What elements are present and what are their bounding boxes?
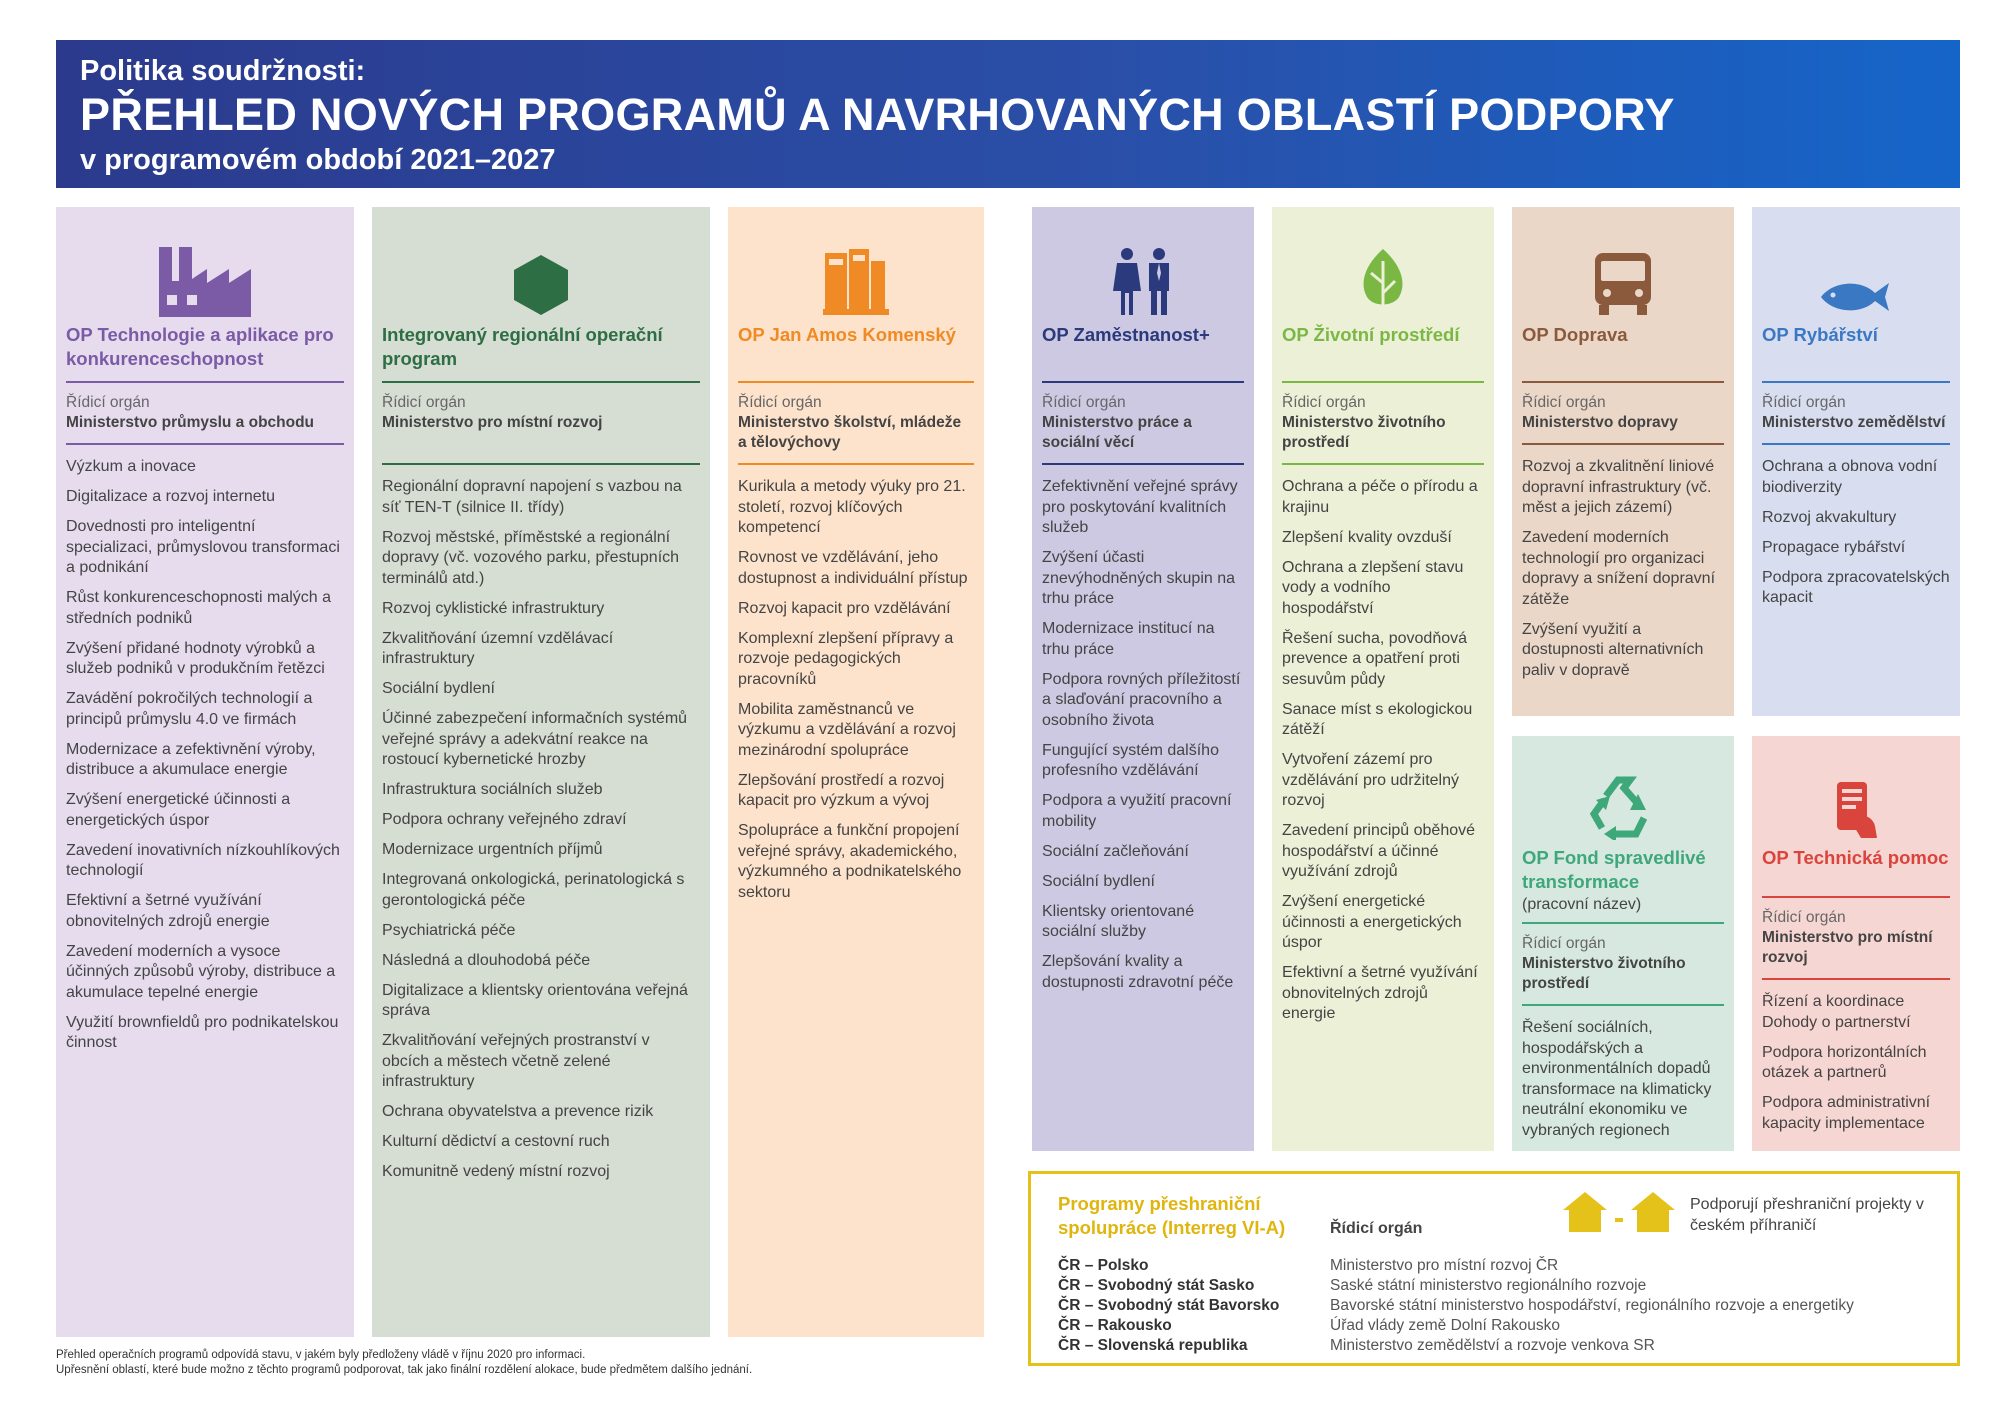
divider xyxy=(738,463,974,465)
support-areas-list xyxy=(1282,477,1484,1025)
divider xyxy=(1042,463,1244,465)
interreg-country: ČR – Rakousko xyxy=(1058,1317,1172,1334)
support-area-item: Rozvoj kapacit pro vzdělávání xyxy=(738,599,951,617)
program-oprybar xyxy=(1752,207,1960,716)
leaf-icon xyxy=(1282,221,1484,317)
support-area-item: Zavádění pokročilých technologií a principů průmyslu 4.0 ve firmách xyxy=(66,690,313,728)
support-area-item: Vytvoření zázemí pro vzdělávání pro udržitelný rozvoj xyxy=(1282,751,1459,809)
support-area-item: Rovnost ve vzdělávání, jeho dostupnost a individuální přístup xyxy=(738,549,968,587)
support-area-item: Růst konkurenceschopnosti malých a středních podniků xyxy=(66,589,332,627)
org-label: Řídicí orgán xyxy=(66,394,150,411)
divider xyxy=(1522,922,1724,924)
org-label: Řídicí orgán xyxy=(1522,935,1606,952)
divider xyxy=(738,381,974,383)
support-areas-list xyxy=(738,477,974,903)
support-area-item: Zkvalitňování územní vzdělávací infrastruktury xyxy=(382,629,614,667)
support-area-item: Rozvoj městské, příměstské a regionální dopravy (vč. vozového parku, přestupních terminálů atd.) xyxy=(382,528,680,587)
interreg-org-header: Řídicí orgán xyxy=(1330,1220,1423,1237)
interreg-authority: Ministerstvo pro místní rozvoj ČR xyxy=(1330,1257,1559,1274)
divider xyxy=(66,443,344,445)
managing-authority: Ministerstvo dopravy xyxy=(1522,414,1678,431)
program-opz xyxy=(1032,207,1254,1151)
support-areas-list xyxy=(382,477,700,1183)
support-area-item: Zvýšení přidané hodnoty výrobků a služeb podniků v produkčním řetězci xyxy=(66,639,325,677)
interreg-authority: Bavorské státní ministerstvo hospodářství, regionálního rozvoje a energetiky xyxy=(1330,1297,1854,1314)
managing-authority: Ministerstvo pro místní rozvoj xyxy=(1762,929,1933,966)
support-area-item: Klientsky orientované sociální služby xyxy=(1042,902,1195,940)
interreg-note: Podporují přeshraniční projekty v českém příhraničí xyxy=(1690,1196,1924,1234)
program-title: OP Technologie a aplikace pro konkurenceschopnost xyxy=(66,324,334,369)
program-title: OP Fond spravedlivé transformace xyxy=(1522,847,1706,892)
divider xyxy=(1282,463,1484,465)
support-area-item: Zefektivnění veřejné správy pro poskytování kvalitních služeb xyxy=(1042,478,1238,536)
support-area-item: Ochrana obyvatelstva a prevence rizik xyxy=(382,1103,654,1120)
support-area-item: Zavedení moderních a vysoce účinných způsobů výroby, distribuce a akumulace tepelné energie xyxy=(66,942,336,1001)
support-area-item: Zvýšení využití a dostupnosti alternativních paliv v dopravě xyxy=(1522,620,1704,679)
interreg-row xyxy=(1058,1296,1854,1316)
managing-authority: Ministerstvo životního prostředí xyxy=(1522,955,1686,992)
support-area-item: Zkvalitňování veřejných prostranství v obcích a městech včetně zelené infrastruktury xyxy=(382,1032,650,1090)
footnote-line: Upřesnění oblastí, které bude možno z těchto programů podporovat, tak jako finální rozdělení alokace, bude předmětem dalšího jednání. xyxy=(56,1364,753,1376)
divider xyxy=(1762,443,1950,445)
support-area-item: Infrastruktura sociálních služeb xyxy=(382,781,603,798)
interreg-row xyxy=(1058,1336,1854,1356)
support-area-item: Zavedení principů oběhové hospodářství a účinné využívání zdrojů xyxy=(1282,822,1476,880)
support-area-item: Podpora horizontálních otázek a partnerů xyxy=(1762,1043,1927,1081)
support-area-item: Podpora administrativní kapacity implementace xyxy=(1762,1094,1931,1132)
support-area-item: Regionální dopravní napojení s vazbou na síť TEN-T (silnice II. třídy) xyxy=(382,478,682,516)
support-area-item: Spolupráce a funkční propojení veřejné správy, akademického, výzkumného a podnikatelského sektoru xyxy=(738,822,962,901)
interreg-country: ČR – Svobodný stát Bavorsko xyxy=(1058,1297,1280,1314)
divider xyxy=(1522,381,1724,383)
tablet-hand-icon xyxy=(1762,750,1950,840)
support-area-item: Zlepšování prostředí a rozvoj kapacit pro výzkum a vývoj xyxy=(738,771,945,809)
org-label: Řídicí orgán xyxy=(1522,394,1606,411)
support-area-item: Využití brownfieldů pro podnikatelskou činnost xyxy=(66,1013,339,1051)
interreg-row xyxy=(1058,1316,1854,1336)
support-area-item: Psychiatrická péče xyxy=(382,921,516,939)
support-area-item: Zlepšování kvality a dostupnosti zdravotní péče xyxy=(1042,953,1234,991)
interreg-country: ČR – Slovenská republika xyxy=(1058,1337,1248,1354)
support-area-item: Ochrana a zlepšení stavu vody a vodního hospodářství xyxy=(1282,558,1464,617)
divider xyxy=(1762,381,1950,383)
support-area-item: Rozvoj cyklistické infrastruktury xyxy=(382,599,605,617)
interreg-box xyxy=(1028,1171,1960,1366)
managing-authority: Ministerstvo práce a sociální věcí xyxy=(1042,414,1192,451)
interreg-authority: Úřad vlády země Dolní Rakousko xyxy=(1330,1317,1561,1334)
program-title: OP Technická pomoc xyxy=(1762,847,1949,868)
support-area-item: Dovednosti pro inteligentní specializaci, průmyslovou transformaci a podnikání xyxy=(66,518,340,576)
hexagon-icon xyxy=(382,221,700,317)
support-area-item: Sanace míst s ekologickou zátěží xyxy=(1282,700,1473,738)
program-oppik xyxy=(56,207,354,1337)
divider xyxy=(66,381,344,383)
program-subtitle: (pracovní název) xyxy=(1522,896,1642,913)
bus-icon xyxy=(1522,221,1724,317)
support-area-item: Zlepšení kvality ovzduší xyxy=(1282,528,1452,546)
interreg-row xyxy=(1058,1276,1854,1296)
fish-icon xyxy=(1762,221,1950,317)
support-area-item: Účinné zabezpečení informačních systémů veřejné správy a adekvátní reakce na rostoucí kybernetické hrozby xyxy=(382,710,688,768)
program-opjak xyxy=(728,207,984,1337)
support-area-item: Sociální bydlení xyxy=(382,680,495,697)
support-area-item: Digitalizace a rozvoj internetu xyxy=(66,488,275,505)
divider xyxy=(1762,978,1950,980)
interreg-row xyxy=(1058,1256,1854,1276)
books-icon xyxy=(738,221,974,317)
program-title: Integrovaný regionální operační program xyxy=(382,324,663,369)
support-areas-list xyxy=(1762,992,1950,1134)
page-title: PŘEHLED NOVÝCH PROGRAMŮ A NAVRHOVANÝCH OBLASTÍ PODPORY xyxy=(80,89,1675,140)
support-area-item: Modernizace urgentních příjmů xyxy=(382,841,603,858)
support-areas-list xyxy=(1042,477,1244,993)
support-area-item: Digitalizace a klientsky orientována veřejná správa xyxy=(382,981,688,1019)
interreg-rows xyxy=(1058,1256,1854,1356)
support-area-item: Řízení a koordinace Dohody o partnerství xyxy=(1762,993,1911,1031)
factory-icon xyxy=(66,221,344,317)
houses-icon xyxy=(1561,1188,1677,1241)
support-area-item: Ochrana a péče o přírodu a krajinu xyxy=(1282,478,1478,516)
divider xyxy=(382,463,700,465)
people-icon xyxy=(1042,221,1244,317)
program-opzp xyxy=(1272,207,1494,1151)
support-area-item: Mobilita zaměstnanců ve výzkumu a vzdělávání a rozvoj mezinárodní spolupráce xyxy=(738,700,956,759)
support-areas-list xyxy=(1762,457,1950,609)
support-area-item: Podpora zpracovatelských kapacit xyxy=(1762,568,1950,606)
support-area-item: Zvýšení účasti znevýhodněných skupin na trhu práce xyxy=(1042,549,1236,607)
managing-authority: Ministerstvo zemědělství xyxy=(1762,414,1946,431)
program-opst xyxy=(1512,736,1734,1151)
support-area-item: Ochrana a obnova vodní biodiverzity xyxy=(1762,458,1938,496)
support-area-item: Komunitně vedený místní rozvoj xyxy=(382,1163,610,1180)
program-optp xyxy=(1752,736,1960,1151)
support-area-item: Integrovaná onkologická, perinatologická s gerontologická péče xyxy=(382,871,685,909)
support-area-item: Podpora ochrany veřejného zdraví xyxy=(382,811,627,828)
support-area-item: Sociální začleňování xyxy=(1042,842,1189,860)
interreg-authority: Saské státní ministerstvo regionálního rozvoje xyxy=(1330,1277,1647,1294)
support-area-item: Zavedení moderních technologií pro organizaci dopravy a snížení dopravní zátěže xyxy=(1522,529,1716,608)
support-area-item: Následná a dlouhodobá péče xyxy=(382,951,591,969)
support-area-item: Modernizace a zefektivnění výroby, distribuce a akumulace energie xyxy=(66,740,316,778)
divider xyxy=(1522,443,1724,445)
support-area-item: Podpora a využití pracovní mobility xyxy=(1042,792,1232,830)
support-area-item: Efektivní a šetrné využívání obnovitelných zdrojů energie xyxy=(1282,964,1478,1022)
recycle-icon xyxy=(1522,750,1724,840)
managing-authority: Ministerstvo pro místní rozvoj xyxy=(382,414,603,431)
program-title: OP Životní prostředí xyxy=(1282,324,1460,345)
support-areas-list xyxy=(66,457,344,1054)
program-title: OP Rybářství xyxy=(1762,324,1878,345)
program-title: OP Zaměstnanost+ xyxy=(1042,324,1210,345)
org-label: Řídicí orgán xyxy=(738,394,822,411)
support-areas-list xyxy=(1522,1018,1724,1141)
interreg-country: ČR – Svobodný stát Sasko xyxy=(1058,1277,1255,1294)
interreg-authority: Ministerstvo zemědělství a rozvoje venkova SR xyxy=(1330,1337,1655,1354)
program-title: OP Jan Amos Komenský xyxy=(738,324,956,345)
divider xyxy=(382,381,700,383)
support-area-item: Sociální bydlení xyxy=(1042,872,1155,890)
support-area-item: Efektivní a šetrné využívání obnovitelných zdrojů energie xyxy=(66,892,270,930)
support-area-item: Rozvoj akvakultury xyxy=(1762,508,1897,526)
org-label: Řídicí orgán xyxy=(382,394,466,411)
footnote xyxy=(56,1348,752,1378)
support-area-item: Rozvoj a zkvalitnění liniové dopravní infrastruktury (vč. měst a jejich zázemí) xyxy=(1522,458,1715,516)
interreg-title: Programy přeshraniční spolupráce (Interreg VI-A) xyxy=(1058,1193,1286,1238)
support-area-item: Komplexní zlepšení přípravy a rozvoje pedagogických pracovníků xyxy=(738,629,954,688)
program-title: OP Doprava xyxy=(1522,324,1628,345)
program-irop xyxy=(372,207,710,1337)
divider xyxy=(1282,381,1484,383)
org-label: Řídicí orgán xyxy=(1282,394,1366,411)
managing-authority: Ministerstvo průmyslu a obchodu xyxy=(66,414,315,431)
support-area-item: Propagace rybářství xyxy=(1762,538,1906,556)
support-area-item: Zvýšení energetické účinnosti a energetických úspor xyxy=(66,791,291,829)
support-area-item: Podpora rovných příležitostí a slaďování pracovního a osobního života xyxy=(1042,670,1241,729)
org-label: Řídicí orgán xyxy=(1042,394,1126,411)
support-area-item: Modernizace institucí na trhu práce xyxy=(1042,620,1215,658)
support-area-item: Kurikula a metody výuky pro 21. století, rozvoj klíčových kompetencí xyxy=(738,478,966,536)
divider xyxy=(1522,1004,1724,1006)
support-area-item: Fungující systém dalšího profesního vzdělávání xyxy=(1042,741,1219,779)
managing-authority: Ministerstvo školství, mládeže a tělovýchovy xyxy=(738,414,962,451)
page-subtitle: v programovém období 2021–2027 xyxy=(80,144,556,176)
interreg-country: ČR – Polsko xyxy=(1058,1257,1149,1274)
divider xyxy=(1762,896,1950,898)
divider xyxy=(1042,381,1244,383)
support-area-item: Kulturní dědictví a cestovní ruch xyxy=(382,1133,610,1150)
footnote-line: Přehled operačních programů odpovídá stavu, v jakém byly předloženy vládě v říjnu 2020 pro informaci. xyxy=(56,1349,586,1361)
program-opd xyxy=(1512,207,1734,716)
support-area-item: Zvýšení energetické účinnosti a energetických úspor xyxy=(1282,893,1462,951)
support-area-item: Zavedení inovativních nízkouhlíkových technologií xyxy=(66,841,340,879)
support-area-item: Výzkum a inovace xyxy=(66,458,196,475)
org-label: Řídicí orgán xyxy=(1762,909,1846,926)
managing-authority: Ministerstvo životního prostředí xyxy=(1282,414,1446,451)
org-label: Řídicí orgán xyxy=(1762,394,1846,411)
support-areas-list xyxy=(1522,457,1724,681)
support-area-item: Řešení sucha, povodňová prevence a opatření proti sesuvům půdy xyxy=(1282,629,1468,688)
support-area-item: Řešení sociálních, hospodářských a environmentálních dopadů transformace na klimaticky neutrální ekonomiku ve vybraných regionech xyxy=(1522,1019,1712,1139)
header-kicker: Politika soudržnosti: xyxy=(80,55,366,87)
page-header xyxy=(56,40,1960,188)
